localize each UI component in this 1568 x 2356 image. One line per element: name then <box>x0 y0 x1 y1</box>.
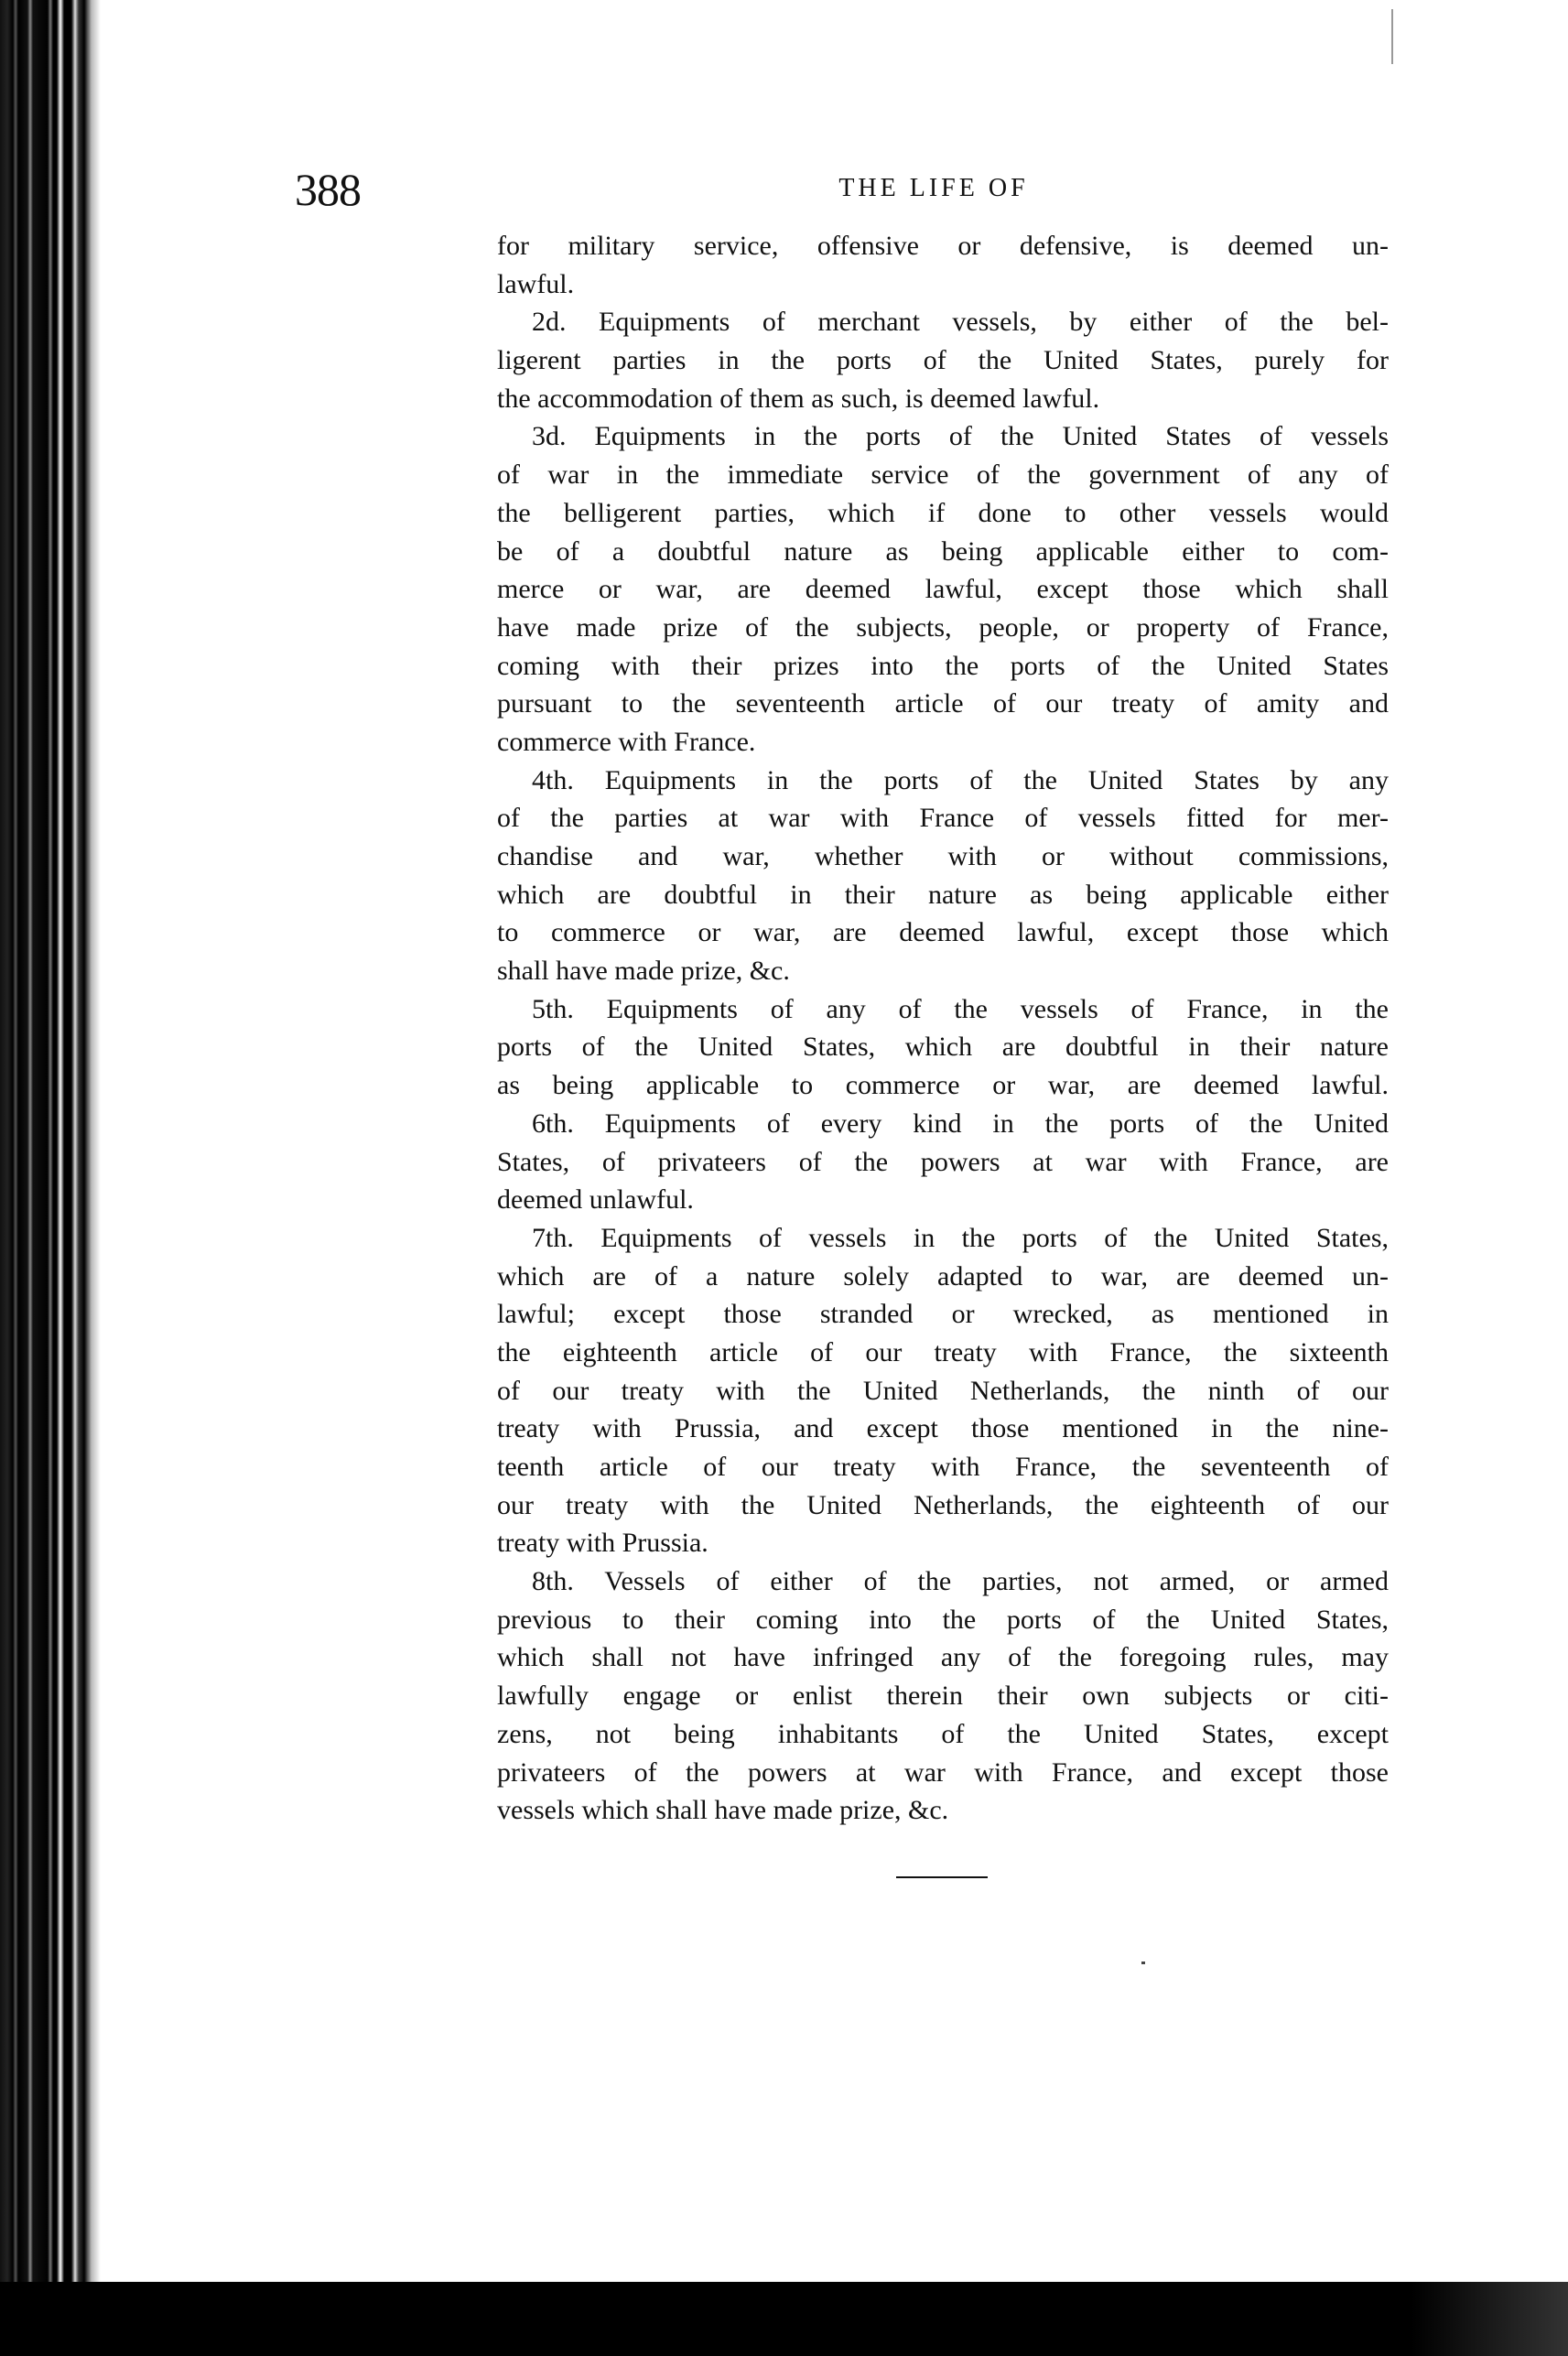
text-line-content: which are of a nature solely adapted to war, are deemed un- <box>497 1260 1389 1291</box>
paragraph <box>497 417 1389 761</box>
text-line-content: 5th. Equipments of any of the vessels of France, in the <box>532 993 1389 1024</box>
text-line <box>497 1181 1389 1219</box>
text-line-content: deemed unlawful. <box>497 1184 694 1216</box>
text-line-content: privateers of the powers at war with France, and except those <box>497 1756 1389 1788</box>
text-line-content: previous to their coming into the ports of the United States, <box>497 1604 1389 1635</box>
text-line-content: 3d. Equipments in the ports of the United States of vessels <box>532 421 1389 452</box>
text-line <box>497 1143 1389 1182</box>
text-line-content: the eighteenth article of our treaty with France, the sixteenth <box>497 1336 1389 1367</box>
text-line <box>497 1334 1389 1372</box>
text-line-content: coming with their prizes into the ports of the United States <box>497 650 1389 681</box>
text-line-content: lawful. <box>497 268 575 299</box>
text-line <box>497 1677 1389 1715</box>
text-line-content: the accommodation of them as such, is deemed lawful. <box>497 383 1100 414</box>
text-line <box>497 1295 1389 1334</box>
text-line-content: shall have made prize, &c. <box>497 956 790 987</box>
text-line-content: vessels which shall have made prize, &c. <box>497 1795 949 1826</box>
text-line <box>497 227 1389 265</box>
text-line <box>497 1448 1389 1486</box>
text-line-content: zens, not being inhabitants of the United States, except <box>497 1718 1389 1749</box>
text-line-content: have made prize of the subjects, people, or property of France, <box>497 611 1389 643</box>
text-line <box>497 1715 1389 1754</box>
text-line-content: ports of the United States, which are doubtful in their nature <box>497 1032 1389 1063</box>
text-line <box>497 380 1389 418</box>
text-line <box>497 494 1389 533</box>
scan-mark <box>1391 9 1393 64</box>
paragraph <box>497 303 1389 417</box>
text-line <box>497 647 1389 686</box>
text-line <box>497 1601 1389 1639</box>
text-line <box>497 990 1389 1029</box>
text-line-content: be of a doubtful nature as being applicable either to com- <box>497 535 1389 567</box>
paragraph <box>497 1562 1389 1830</box>
text-line <box>497 533 1389 571</box>
page-number: 388 <box>295 164 361 215</box>
text-line <box>497 265 1389 304</box>
text-line-content: States, of privateers of the powers at war with France, are <box>497 1146 1389 1177</box>
text-line <box>497 1372 1389 1410</box>
text-line-content: of our treaty with the United Netherlands, the ninth of our <box>497 1375 1389 1406</box>
text-line <box>497 1524 1389 1562</box>
text-line-content: the belligerent parties, which if done to other vessels would <box>497 497 1389 528</box>
text-line-content: 6th. Equipments of every kind in the ports of the United <box>532 1108 1389 1139</box>
section-end-rule <box>896 1876 988 1878</box>
paragraph <box>497 762 1389 990</box>
text-line <box>497 952 1389 990</box>
text-line <box>497 417 1389 456</box>
text-line <box>497 913 1389 952</box>
text-line <box>497 341 1389 380</box>
text-line <box>497 1754 1389 1792</box>
text-line <box>497 1562 1389 1601</box>
text-line <box>497 456 1389 494</box>
text-line <box>497 1486 1389 1525</box>
body-text <box>497 227 1389 1830</box>
text-line <box>497 303 1389 341</box>
text-line <box>497 609 1389 647</box>
paragraph <box>497 227 1389 303</box>
text-line-content: lawfully engage or enlist therein their own subjects or citi- <box>497 1681 1389 1712</box>
text-line <box>497 1410 1389 1448</box>
text-line <box>497 1258 1389 1296</box>
text-line-content: for military service, offensive or defensive, is deemed un- <box>497 231 1389 261</box>
running-head: THE LIFE OF <box>838 174 1029 202</box>
text-line <box>497 838 1389 876</box>
text-line-content: ligerent parties in the ports of the United States, purely for <box>497 345 1389 376</box>
text-line-content: our treaty with the United Netherlands, the eighteenth of our <box>497 1489 1389 1520</box>
text-line-content: commerce with France. <box>497 726 756 757</box>
text-line-content: of the parties at war with France of vessels fitted for mer- <box>497 803 1389 834</box>
text-line-content: treaty with Prussia, and except those mentioned in the nine- <box>497 1413 1389 1444</box>
text-line <box>497 1066 1389 1105</box>
text-line <box>497 1105 1389 1143</box>
paragraph <box>497 1219 1389 1562</box>
text-line-content: 8th. Vessels of either of the parties, not armed, or armed <box>532 1566 1389 1597</box>
scan-bottom-border <box>0 2282 1568 2356</box>
text-line-content: to commerce or war, are deemed lawful, except those which <box>497 917 1389 948</box>
text-line <box>497 876 1389 914</box>
text-line <box>497 570 1389 609</box>
text-line <box>497 723 1389 762</box>
text-line <box>497 1791 1389 1830</box>
text-line-content: which shall not have infringed any of the foregoing rules, may <box>497 1642 1389 1673</box>
text-line-content: chandise and war, whether with or without commissions, <box>497 841 1389 871</box>
text-line-content: 7th. Equipments of vessels in the ports of the United States, <box>532 1222 1389 1253</box>
text-line-content: pursuant to the seventeenth article of our treaty of amity and <box>497 688 1389 719</box>
text-line-content: merce or war, are deemed lawful, except those which shall <box>497 574 1389 605</box>
paragraph <box>497 990 1389 1105</box>
text-line-content: 2d. Equipments of merchant vessels, by either of the bel- <box>532 307 1389 338</box>
text-line-content: treaty with Prussia. <box>497 1528 708 1559</box>
book-binding-edge <box>0 0 101 2356</box>
text-line <box>497 762 1389 800</box>
text-line-content: as being applicable to commerce or war, are deemed lawful. <box>497 1070 1389 1101</box>
scan-speck <box>1141 1962 1145 1964</box>
text-line-content: 4th. Equipments in the ports of the United States by any <box>532 764 1389 795</box>
text-line <box>497 685 1389 723</box>
text-line-content: which are doubtful in their nature as being applicable either <box>497 879 1389 910</box>
text-line <box>497 1219 1389 1258</box>
text-line <box>497 1638 1389 1677</box>
text-line <box>497 1028 1389 1066</box>
paragraph <box>497 1105 1389 1219</box>
text-line-content: of war in the immediate service of the government of any of <box>497 459 1389 491</box>
text-line <box>497 799 1389 838</box>
text-line-content: teenth article of our treaty with France, the seventeenth of <box>497 1452 1389 1482</box>
text-line-content: lawful; except those stranded or wrecked, as mentioned in <box>497 1299 1389 1330</box>
